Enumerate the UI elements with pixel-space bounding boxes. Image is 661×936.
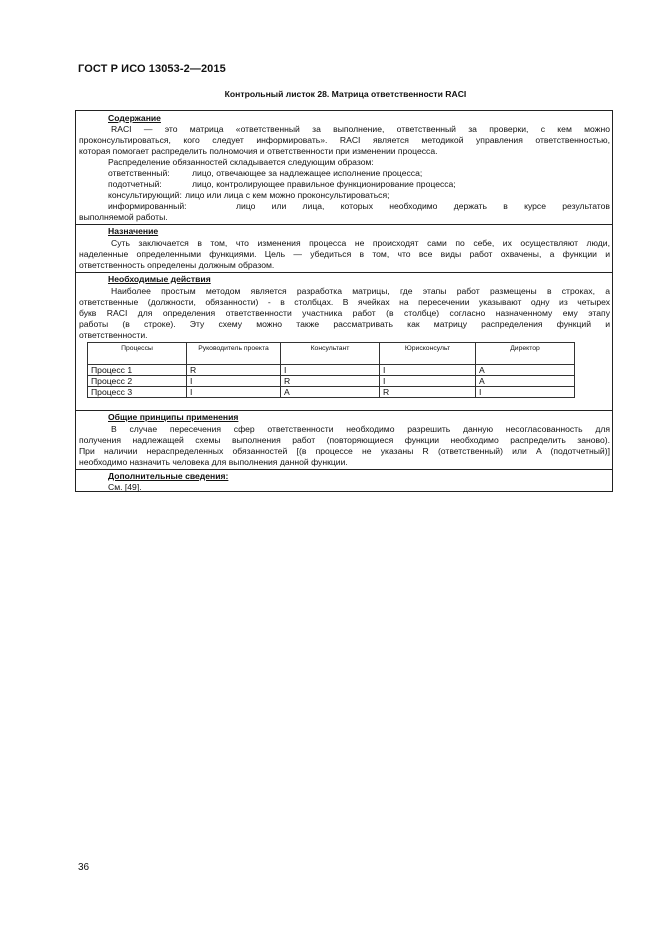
table-cell: I	[380, 365, 476, 376]
column-header: Директор	[476, 343, 575, 365]
actions-line: ответственные (должности, обязанности) - в столбцах. В ячейках на пересечении указывают одну из четырех	[79, 297, 610, 307]
table-cell: R	[187, 365, 281, 376]
content-heading: Содержание	[108, 113, 161, 123]
table-cell: R	[281, 376, 380, 387]
table-cell: R	[380, 387, 476, 398]
role-desc: лицо, контролирующее правильное функционирование процесса;	[192, 179, 456, 189]
section-divider	[76, 224, 612, 225]
purpose-line: ответственность определены должным образом.	[79, 260, 275, 270]
extra-heading: Дополнительные сведения:	[108, 471, 229, 481]
role-term: подотчетный:	[108, 179, 162, 189]
raci-matrix-table	[87, 342, 575, 398]
table-cell: I	[281, 365, 380, 376]
column-header: Юрисконсульт	[380, 343, 476, 365]
table-cell: Процесс 2	[88, 376, 187, 387]
table-row	[88, 376, 575, 387]
document-code: ГОСТ Р ИСО 13053-2—2015	[78, 63, 226, 75]
purpose-line: наделенные определенными функциями. Цель — убедиться в том, что все виды работ охвачены, а функции и	[79, 249, 610, 259]
table-row	[88, 387, 575, 398]
actions-line: ответственности.	[79, 330, 148, 340]
section-divider	[76, 272, 612, 273]
table-cell: A	[281, 387, 380, 398]
principles-line: В случае пересечения сфер ответственности необходимо разрешить данную несогласованность для	[111, 424, 610, 434]
principles-line: получения надлежащей схемы выполнения работ (повторяющиеся функции необходимо распределить заново).	[79, 435, 610, 445]
content-paragraph-line: которая помогает распределить полномочия и ответственности при изменении процесса.	[79, 146, 438, 156]
role-desc: лицо или лица с кем можно проконсультироваться;	[185, 190, 390, 200]
section-divider	[76, 469, 612, 470]
content-paragraph-line: проконсультироваться, кого следует информировать». RACI является методикой управления ответственностью,	[79, 135, 610, 145]
purpose-heading: Назначение	[108, 226, 159, 236]
extra-reference: См. [49].	[108, 482, 142, 492]
role-desc: лицо или лица, которых необходимо держать в курсе результатов	[236, 201, 610, 211]
table-cell: I	[187, 387, 281, 398]
checklist-box	[75, 110, 613, 492]
role-term: ответственный:	[108, 168, 170, 178]
purpose-line: Суть заключается в том, что изменения процесса не происходят сами по себе, их осуществляют люди,	[111, 238, 610, 248]
role-desc-tail: выполняемой работы.	[79, 212, 168, 222]
actions-line: Наиболее простым методом является разработка матрицы, где этапы работ размещены в строках, а	[111, 286, 610, 296]
table-cell: I	[380, 376, 476, 387]
section-divider	[76, 410, 612, 411]
column-header: Консультант	[281, 343, 380, 365]
table-cell: A	[476, 376, 575, 387]
column-header: Процессы	[88, 343, 187, 365]
page-number: 36	[78, 862, 90, 873]
table-cell: A	[476, 365, 575, 376]
role-desc: лицо, отвечающее за надлежащее исполнение процесса;	[192, 168, 423, 178]
table-cell: I	[187, 376, 281, 387]
principles-line: При наличии нераспределенных обязанностей [(в процессе не указаны R (ответственный) или A (подотчетный)]	[79, 446, 610, 456]
table-header-row	[88, 343, 575, 365]
actions-line: работы (в строке). Эту схему можно также рассматривать как матрицу распределения функций и	[79, 319, 610, 329]
table-cell: I	[476, 387, 575, 398]
content-paragraph: Распределение обязанностей складывается следующим образом:	[108, 157, 374, 167]
content-paragraph-line: RACI — это матрица «ответственный за выполнение, ответственный за проверки, с кем можно	[111, 124, 610, 134]
column-header: Руководитель проекта	[187, 343, 281, 365]
principles-line: необходимо назначить человека для выполнения данной функции.	[79, 457, 348, 467]
principles-heading: Общие принципы применения	[108, 412, 239, 422]
table-row	[88, 365, 575, 376]
role-term: консультирующий:	[108, 190, 182, 200]
table-cell: Процесс 1	[88, 365, 187, 376]
actions-line: букв RACI для определения ответственности участника работ (в столбце) согласно назначенному ему этапу	[79, 308, 610, 318]
table-cell: Процесс 3	[88, 387, 187, 398]
role-term: информированный:	[108, 201, 187, 211]
actions-heading: Необходимые действия	[108, 274, 211, 284]
checklist-title: Контрольный листок 28. Матрица ответственности RACI	[224, 89, 467, 99]
